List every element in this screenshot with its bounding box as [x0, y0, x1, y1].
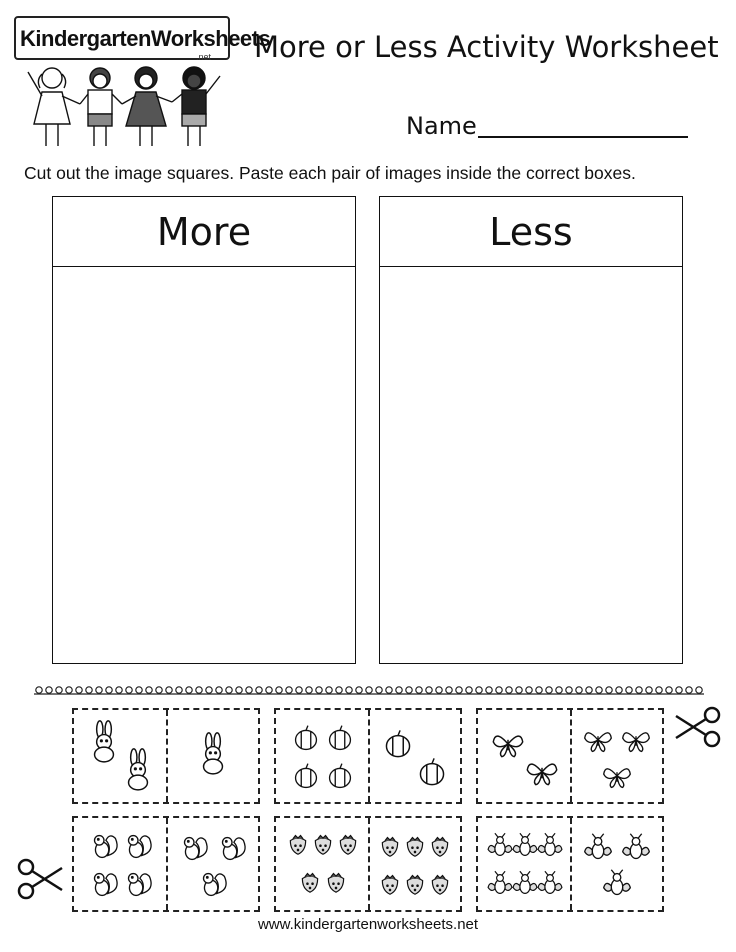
name-field-line[interactable] — [478, 136, 688, 138]
strawberry-5-icon — [276, 818, 370, 910]
kids-illustration — [22, 62, 228, 150]
logo-suffix: .net — [196, 52, 212, 62]
card-strawberries[interactable] — [274, 816, 462, 912]
card-pumpkins[interactable] — [274, 708, 462, 804]
site-logo — [20, 26, 270, 52]
bunny-2-icon — [74, 710, 168, 802]
less-column[interactable] — [379, 196, 683, 664]
butterfly-2-icon — [478, 710, 572, 802]
bug-3-icon — [570, 818, 664, 910]
logo-kindergarten: Kindergarten — [20, 26, 151, 51]
card-half — [368, 818, 460, 910]
more-heading: More — [53, 197, 355, 267]
card-half — [478, 818, 570, 910]
logo-worksheets: Worksheets — [150, 26, 271, 51]
butterfly-3-icon — [570, 710, 664, 802]
card-bugs[interactable] — [476, 816, 664, 912]
card-half — [570, 710, 662, 802]
less-heading: Less — [380, 197, 682, 267]
footer-url[interactable]: www.kindergartenworksheets.net — [257, 916, 479, 933]
card-half — [74, 818, 166, 910]
card-butterflies[interactable] — [476, 708, 664, 804]
instructions: Cut out the image squares. Paste each pair of images inside the correct boxes. — [24, 163, 636, 183]
card-half — [166, 710, 258, 802]
bunny-1-icon — [166, 710, 260, 802]
pumpkin-2-icon — [368, 710, 462, 802]
card-half — [74, 710, 166, 802]
strawberry-6-icon — [368, 818, 462, 910]
card-half — [276, 818, 368, 910]
scissors-icon — [672, 704, 724, 750]
worksheet-title: More or Less Activity Worksheet — [254, 30, 719, 64]
card-squirrels[interactable] — [72, 816, 260, 912]
card-half — [276, 710, 368, 802]
card-half — [478, 710, 570, 802]
pumpkin-4-icon — [276, 710, 370, 802]
card-bunnies[interactable] — [72, 708, 260, 804]
more-column[interactable] — [52, 196, 356, 664]
squirrel-3-icon — [166, 818, 260, 910]
bug-6-icon — [478, 818, 572, 910]
cut-line-border — [34, 684, 704, 698]
squirrel-4-icon — [74, 818, 168, 910]
card-half — [368, 710, 460, 802]
card-half — [570, 818, 662, 910]
name-label: Name — [406, 112, 477, 140]
card-half — [166, 818, 258, 910]
scissors-icon — [14, 856, 66, 902]
